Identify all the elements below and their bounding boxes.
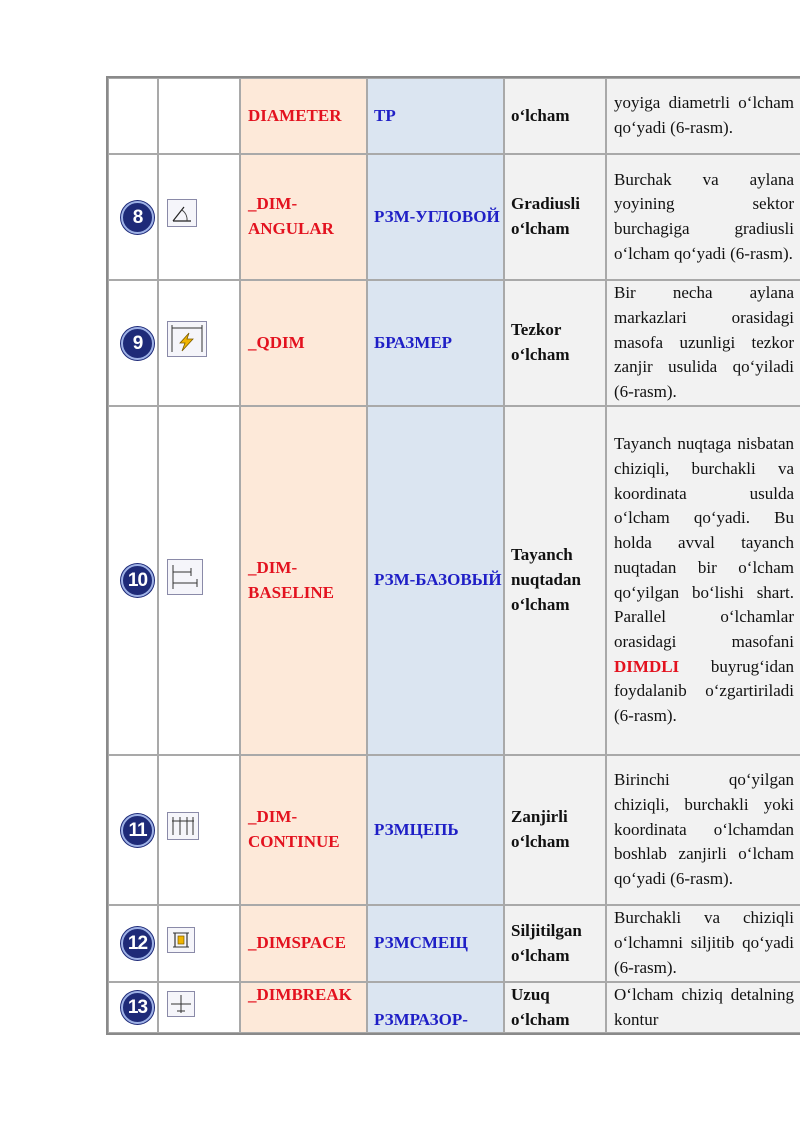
number-badge: 10 xyxy=(121,564,154,597)
dimspace-icon xyxy=(167,927,195,953)
icon-cell xyxy=(158,280,240,406)
number-badge: 9 xyxy=(121,327,154,360)
description-text: Tayanch nuqtaga nisbatan chiziqli, burchakli va koordinata usulda o‘lcham qo‘yadi. Bu holda avval tayanch nuqtadan bir o‘lcham qo‘yilgan bo‘lishi shart. Parallel o‘lchamlar orasidagi masofani xyxy=(614,434,794,651)
command-description: Burchakli va chiziqli o‘lchamni siljitib qo‘yadi (6-rasm). xyxy=(606,905,800,982)
icon-cell xyxy=(158,755,240,905)
icon-cell xyxy=(158,982,240,1033)
command-name: Tayanch nuqtadan o‘lcham xyxy=(504,406,606,755)
icon-cell xyxy=(158,154,240,280)
number-badge: 11 xyxy=(121,814,154,847)
russian-command: РЗМЦЕПЬ xyxy=(367,755,504,905)
number-badge: 12 xyxy=(121,927,154,960)
dim-continue-icon xyxy=(167,812,199,840)
dim-angular-icon xyxy=(167,199,197,227)
number-badge: 8 xyxy=(121,201,154,234)
icon-cell xyxy=(158,905,240,982)
row-number xyxy=(108,154,158,280)
table-row xyxy=(108,406,800,755)
table-row xyxy=(108,755,800,905)
table-row xyxy=(108,78,800,154)
english-command: _DIMBREAK xyxy=(240,982,367,1033)
russian-command: ТР xyxy=(367,78,504,154)
command-name: Zanjirli o‘lcham xyxy=(504,755,606,905)
english-command: _DIM-CONTINUE xyxy=(240,755,367,905)
table-row xyxy=(108,905,800,982)
command-name: Tezkor o‘lcham xyxy=(504,280,606,406)
table-row xyxy=(108,982,800,1033)
command-description: O‘lcham chiziq detalning kontur xyxy=(606,982,800,1033)
russian-command: РЗМ-БАЗОВЫЙ xyxy=(367,406,504,755)
command-name: Gradiusli o‘lcham xyxy=(504,154,606,280)
row-number xyxy=(108,982,158,1033)
russian-command: РЗМ-УГЛОВОЙ xyxy=(367,154,504,280)
command-description: Birinchi qo‘yilgan chiziqli, burchakli yoki koordinata o‘lchamdan boshlab zanjirli o‘lcham qo‘yadi (6-rasm). xyxy=(606,755,800,905)
command-name: Uzuq o‘lcham xyxy=(504,982,606,1033)
command-description: yoyiga diametrli o‘lcham qo‘yadi (6-rasm). xyxy=(606,78,800,154)
dimbreak-icon xyxy=(167,991,195,1017)
dimdli-command: DIMDLI xyxy=(614,656,680,676)
english-command: _DIMSPACE xyxy=(240,905,367,982)
command-description xyxy=(606,406,800,755)
qdim-icon xyxy=(167,321,207,357)
table-row xyxy=(108,280,800,406)
icon-cell xyxy=(158,78,240,154)
command-description: Burchak va aylana yoyining sektor burchagiga gradiusli o‘lcham qo‘yadi (6-rasm). xyxy=(606,154,800,280)
english-command: DIAMETER xyxy=(240,78,367,154)
row-number xyxy=(108,280,158,406)
russian-command: РЗМРАЗОР- xyxy=(367,982,504,1033)
english-command: _DIM-BASELINE xyxy=(240,406,367,755)
table-row xyxy=(108,154,800,280)
row-number xyxy=(108,755,158,905)
dim-baseline-icon xyxy=(167,559,203,595)
command-name: Siljitilgan o‘lcham xyxy=(504,905,606,982)
command-name: o‘lcham xyxy=(504,78,606,154)
number-badge: 13 xyxy=(121,991,154,1024)
command-description: Bir necha aylana markazlari orasidagi masofa uzunligi tezkor zanjir usulida qo‘yiladi (6-rasm). xyxy=(606,280,800,406)
english-command: _DIM-ANGULAR xyxy=(240,154,367,280)
russian-command: РЗМСМЕЩ xyxy=(367,905,504,982)
row-number xyxy=(108,905,158,982)
english-command: _QDIM xyxy=(240,280,367,406)
russian-command: БРАЗМЕР xyxy=(367,280,504,406)
description-text-end: buyrug‘idan foydalanib o‘zgartiriladi (6-rasm). xyxy=(614,656,794,726)
row-number xyxy=(108,406,158,755)
commands-table xyxy=(106,76,800,1035)
icon-cell xyxy=(158,406,240,755)
row-number xyxy=(108,78,158,154)
